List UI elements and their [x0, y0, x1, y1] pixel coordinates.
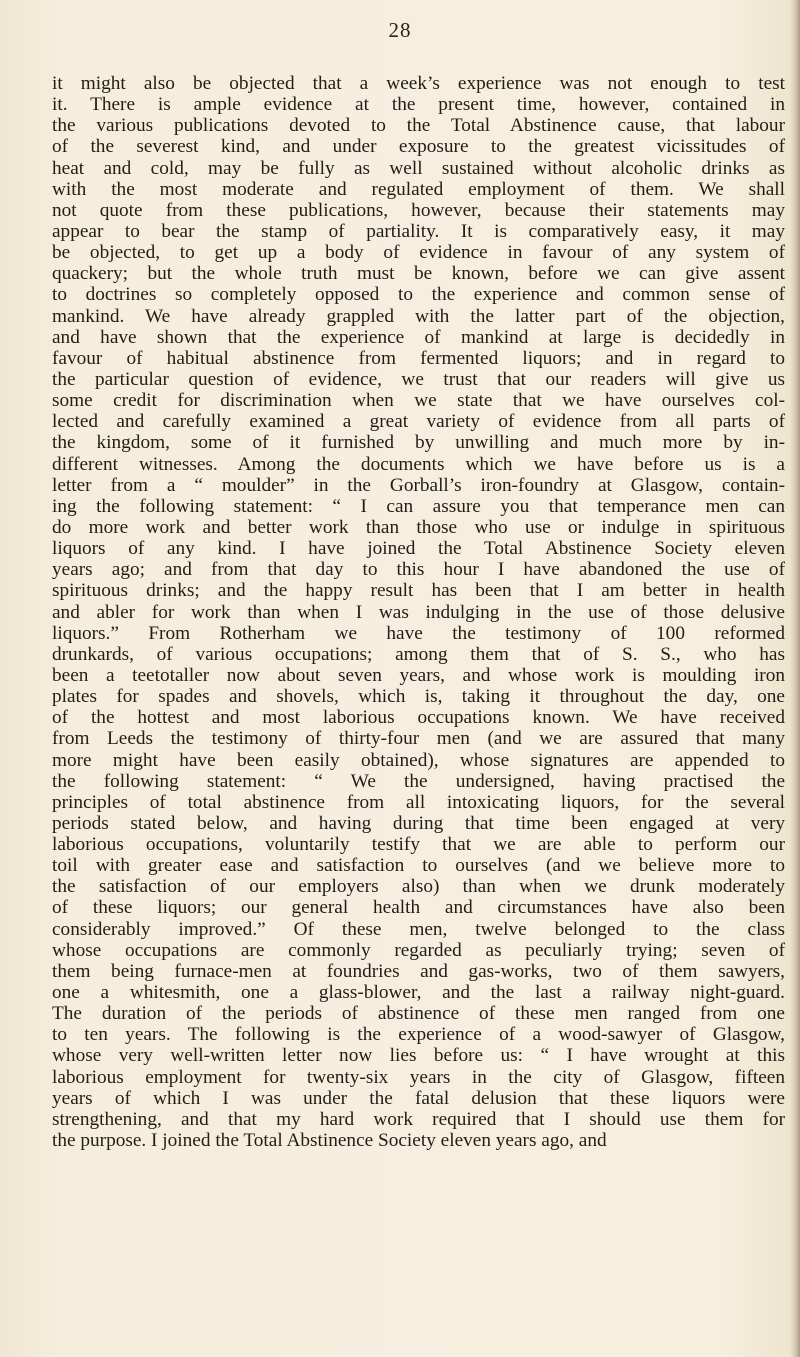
text-line: one a whitesmith, one a glass-blower, and the last a railway night-guard. [52, 982, 785, 1004]
text-line: the kingdom, some of it furnished by unwilling and much more by in- [52, 432, 785, 454]
text-line: the purpose. I joined the Total Abstinence Society eleven years ago, and [52, 1130, 607, 1152]
text-line: from Leeds the testimony of thirty-four men (and we are assured that many [52, 728, 785, 750]
text-line: more might have been easily obtained), whose signatures are appended to [52, 749, 785, 771]
text-line: drunkards, of various occupations; among them that of S. S., who has [52, 643, 785, 665]
text-line: whose very well-written letter now lies before us: “ I have wrought at this [52, 1045, 785, 1067]
text-line: to ten years. The following is the experience of a wood-sawyer of Glasgow, [52, 1024, 785, 1046]
text-line: been a teetotaller now about seven years, and whose work is moulding iron [52, 664, 785, 686]
text-line: and abler for work than when I was indulging in the use of those delusive [52, 601, 785, 623]
text-line: favour of habitual abstinence from fermented liquors; and in regard to [52, 347, 785, 369]
text-line: heat and cold, may be fully as well sustained without alcoholic drinks as [52, 157, 785, 179]
text-line: with the most moderate and regulated employment of them. We shall [52, 178, 785, 200]
text-line: liquors.” From Rotherham we have the testimony of 100 reformed [52, 622, 785, 644]
text-line: laborious employment for twenty-six years in the city of Glasgow, fifteen [52, 1066, 785, 1088]
text-line: laborious occupations, voluntarily testify that we are able to perform our [52, 834, 785, 856]
text-line: ing the following statement: “ I can assure you that temperance men can [52, 495, 785, 517]
text-line: some credit for discrimination when we state that we have ourselves col- [52, 390, 785, 412]
text-line: strengthening, and that my hard work required that I should use them for [52, 1108, 785, 1130]
text-line: toil with greater ease and satisfaction to ourselves (and we believe more to [52, 855, 785, 877]
text-line: principles of total abstinence from all intoxicating liquors, for the several [52, 791, 785, 813]
text-line: considerably improved.” Of these men, twelve belonged to the class [52, 918, 785, 940]
text-line: do more work and better work than those who use or indulge in spirituous [52, 516, 785, 538]
text-line: years ago; and from that day to this hour I have abandoned the use of [52, 559, 785, 581]
text-line: whose occupations are commonly regarded as peculiarly trying; seven of [52, 939, 785, 961]
text-line: it. There is ample evidence at the present time, however, contained in [52, 94, 785, 116]
text-line: the following statement: “ We the undersigned, having practised the [52, 770, 785, 792]
text-line: spirituous drinks; and the happy result has been that I am better in health [52, 580, 785, 602]
page-edge-shadow [790, 0, 800, 1357]
body-text [52, 73, 785, 1151]
text-line: mankind. We have already grappled with the latter part of the objection, [52, 305, 785, 327]
text-line: not quote from these publications, however, because their statements may [52, 199, 785, 221]
text-line: be objected, to get up a body of evidence in favour of any system of [52, 242, 785, 264]
text-line: different witnesses. Among the documents which we have before us is a [52, 453, 785, 475]
text-line: the particular question of evidence, we trust that our readers will give us [52, 368, 785, 390]
text-line: of these liquors; our general health and circumstances have also been [52, 897, 785, 919]
text-line: lected and carefully examined a great variety of evidence from all parts of [52, 411, 785, 433]
text-line: quackery; but the whole truth must be known, before we can give assent [52, 263, 785, 285]
text-line: the various publications devoted to the Total Abstinence cause, that labour [52, 115, 785, 137]
page-number: 28 [388, 18, 412, 42]
text-line: it might also be objected that a week’s experience was not enough to test [52, 73, 785, 94]
text-line: periods stated below, and having during that time been engaged at very [52, 812, 785, 834]
text-line: to doctrines so completely opposed to the experience and common sense of [52, 284, 785, 306]
text-line: of the severest kind, and under exposure to the greatest vicissitudes of [52, 136, 785, 158]
text-line: the satisfaction of our employers also) than when we drunk moderately [52, 876, 785, 898]
text-line: and have shown that the experience of mankind at large is decidedly in [52, 326, 785, 348]
text-line: of the hottest and most laborious occupations known. We have received [52, 707, 785, 729]
text-line: liquors of any kind. I have joined the Total Abstinence Society eleven [52, 538, 785, 560]
text-line: The duration of the periods of abstinence of these men ranged from one [52, 1003, 785, 1025]
text-line: years of which I was under the fatal delusion that these liquors were [52, 1087, 785, 1109]
text-line: letter from a “ moulder” in the Gorball’s iron-foundry at Glasgow, contain- [52, 474, 785, 496]
text-line: appear to bear the stamp of partiality. It is comparatively easy, it may [52, 220, 785, 242]
text-line: them being furnace-men at foundries and gas-works, two of them sawyers, [52, 960, 785, 982]
text-line: plates for spades and shovels, which is, taking it throughout the day, one [52, 686, 785, 708]
